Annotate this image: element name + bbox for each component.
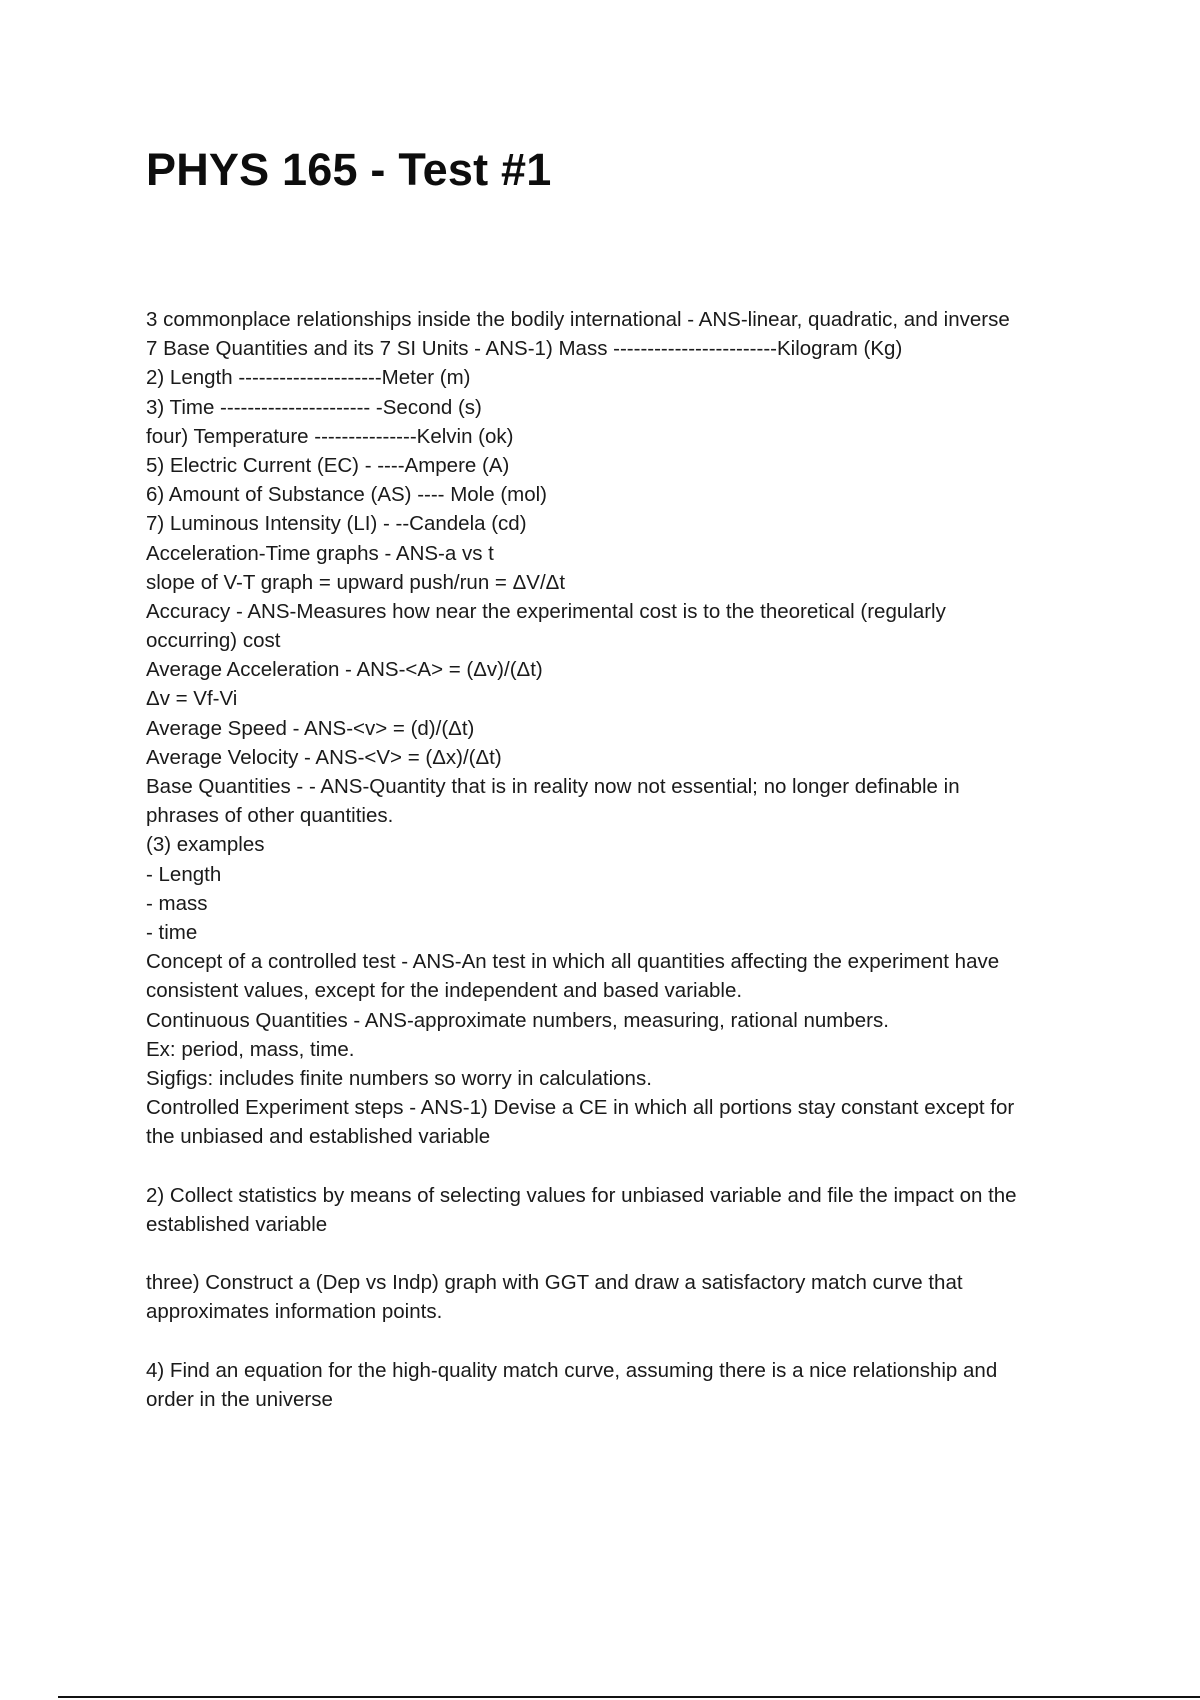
text-line: 6) Amount of Substance (AS) ---- Mole (mol) [146,483,548,507]
text-line: 5) Electric Current (EC) - ----Ampere (A) [146,453,510,477]
text-line: 3 commonplace relationships inside the bodily international - ANS-linear, quadratic, and inverse [146,308,1010,331]
text-line: established variable [146,1212,328,1236]
text-line: Average Velocity - ANS-<V> = (Δx)/(Δt) [146,745,502,769]
text-line: Average Speed - ANS-<v> = (d)/(Δt) [146,716,475,740]
text-line: the unbiased and established variable [146,1125,491,1149]
text-line: Acceleration-Time graphs - ANS-a vs t [146,541,494,565]
text-line: occurring) cost [146,629,281,653]
text-line: Δv = Vf-Vi [146,687,238,711]
text-line: Continuous Quantities - ANS-approximate numbers, measuring, rational numbers. [146,1008,889,1032]
text-line: Average Acceleration - ANS-<A> = (Δv)/(Δt) [146,658,543,682]
text-line: 4) Find an equation for the high-quality match curve, assuming there is a nice relationship and [146,1358,998,1382]
paragraph-gap [146,1151,1096,1180]
document-body [146,305,1096,1414]
text-line: Concept of a controlled test - ANS-An test in which all quantities affecting the experiment have [146,950,1000,974]
text-line: Accuracy - ANS-Measures how near the experimental cost is to the theoretical (regularly [146,599,946,623]
text-line: consistent values, except for the independent and based variable. [146,979,743,1003]
text-line: phrases of other quantities. [146,804,394,828]
paragraph-gap [146,1239,1096,1268]
text-line: order in the universe [146,1387,333,1411]
text-line: - mass [146,891,208,915]
text-line: Ex: period, mass, time. [146,1037,355,1061]
text-line: (3) examples [146,833,265,857]
text-line: approximates information points. [146,1300,443,1324]
text-line: - time [146,920,198,944]
text-line: 2) Collect statistics by means of selecting values for unbiased variable and file the impact on the [146,1183,1017,1207]
text-line: four) Temperature ---------------Kelvin (ok) [146,424,514,448]
text-line: 7) Luminous Intensity (LI) - --Candela (cd) [146,512,527,536]
text-line: Controlled Experiment steps - ANS-1) Devise a CE in which all portions stay constant except for [146,1096,1015,1120]
paragraph-gap [146,1327,1096,1356]
text-line: - Length [146,862,222,886]
text-line: Sigfigs: includes finite numbers so worry in calculations. [146,1066,652,1090]
text-line: 3) Time ---------------------- -Second (s) [146,395,482,419]
text-line: three) Construct a (Dep vs Indp) graph with GGT and draw a satisfactory match curve that [146,1271,963,1295]
text-line: slope of V-T graph = upward push/run = ΔV/Δt [146,570,566,594]
document-title: PHYS 165 - Test #1 [146,144,552,195]
text-line: Base Quantities - - ANS-Quantity that is in reality now not essential; no longer definable in [146,775,960,798]
footer-divider [58,1696,1200,1698]
text-line: 7 Base Quantities and its 7 SI Units - ANS-1) Mass ------------------------Kilogram (Kg) [146,337,903,361]
text-line: 2) Length ---------------------Meter (m) [146,366,471,390]
